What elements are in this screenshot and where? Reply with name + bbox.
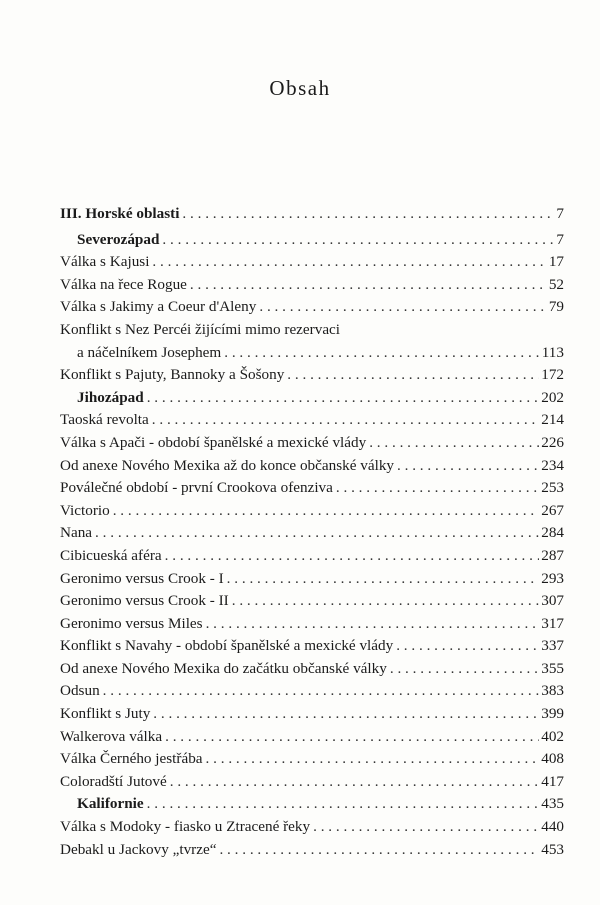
toc-entry-title: Severozápad	[77, 230, 160, 248]
toc-entry-page-number: 417	[541, 772, 564, 790]
toc-entry	[60, 342, 564, 365]
dot-leader	[224, 342, 540, 365]
toc-entry	[60, 274, 564, 297]
toc-entry-page-number: 172	[541, 366, 564, 384]
toc-entry-title: Kalifornie	[77, 795, 144, 813]
dot-leader	[170, 771, 539, 794]
dot-leader	[182, 203, 554, 226]
dot-leader	[396, 635, 539, 658]
dot-leader	[336, 477, 539, 500]
toc-entry-title: Konflikt s Juty	[60, 705, 151, 723]
toc-entry	[60, 251, 564, 274]
toc-entry	[60, 409, 564, 432]
toc-entry-title: Konflikt s Nez Percéi žijícími mimo rezervaci	[60, 320, 341, 338]
toc-entry	[60, 658, 564, 681]
toc-entry-title: Konflikt s Pajuty, Bannoky a Šošony	[60, 366, 285, 384]
toc-entry-title: Válka s Modoky - fiasko u Ztracené řeky	[60, 818, 311, 836]
dot-leader	[152, 251, 546, 274]
toc-entry	[60, 839, 564, 862]
dot-leader	[397, 455, 539, 478]
toc-entry	[60, 771, 564, 794]
toc-entry-title: Coloradští Jutové	[60, 772, 167, 790]
toc-entry-title: Válka s Jakimy a Coeur d'Aleny	[60, 298, 257, 316]
dot-leader	[219, 839, 539, 862]
toc-entry-page-number: 440	[541, 818, 564, 836]
toc-entry-page-number: 7	[556, 205, 564, 222]
dot-leader	[369, 432, 539, 455]
toc-entry-title: Válka s Kajusi	[60, 253, 150, 271]
toc-entry-page-number: 79	[548, 298, 564, 316]
toc-entry-page-number: 226	[541, 433, 564, 451]
toc-entry	[60, 726, 564, 749]
toc-entry-page-number: 317	[541, 614, 564, 632]
toc-entry-title: Válka s Apači - období španělské a mexické vlády	[60, 433, 367, 451]
toc-entry	[60, 432, 564, 455]
toc-entry-page-number: 399	[541, 705, 564, 723]
toc-entry-title: III. Horské oblasti	[60, 205, 180, 222]
table-of-contents	[60, 203, 564, 861]
toc-entry-title: Walkerova válka	[60, 727, 163, 745]
toc-entry-title: Poválečné období - první Crookova ofenziva	[60, 479, 333, 497]
toc-entry	[60, 364, 564, 387]
toc-entry-page-number: 337	[541, 637, 564, 655]
toc-entry-page-number: 52	[548, 275, 564, 293]
toc-entry-page-number: 402	[541, 727, 564, 745]
toc-entry	[60, 703, 564, 726]
toc-entry-title: Nana	[60, 524, 93, 542]
toc-entry	[60, 387, 564, 410]
toc-entry-page-number: 293	[541, 569, 564, 587]
toc-entry-page-number: 284	[541, 524, 564, 542]
toc-entry-page-number: 383	[541, 682, 564, 700]
toc-entry-page-number: 355	[541, 659, 564, 677]
toc-entry-page-number: 408	[541, 750, 564, 768]
toc-entry-title: Cibicueská aféra	[60, 546, 162, 564]
toc-entry-title: Od anexe Nového Mexika až do konce občanské války	[60, 456, 395, 474]
toc-entry	[60, 613, 564, 636]
toc-entry-title: Válka Černého jestřába	[60, 750, 203, 768]
toc-entry	[60, 229, 564, 252]
toc-entry-title: Victorio	[60, 501, 110, 519]
toc-entry-page-number: 7	[556, 230, 564, 248]
toc-entry-page-number: 202	[541, 388, 564, 406]
toc-entry	[60, 203, 564, 226]
toc-entry-title: a náčelníkem Josephem	[77, 343, 222, 361]
toc-entry-title: Válka na řece Rogue	[60, 275, 187, 293]
dot-leader	[153, 703, 539, 726]
toc-entry	[60, 296, 564, 319]
toc-entry-page-number: 267	[541, 501, 564, 519]
toc-entry	[60, 319, 564, 342]
toc-entry-page-number: 214	[541, 411, 564, 429]
dot-leader	[165, 726, 539, 749]
toc-entry-title: Geronimo versus Crook - II	[60, 592, 229, 610]
dot-leader	[287, 364, 539, 387]
toc-entry	[60, 522, 564, 545]
dot-leader	[165, 545, 540, 568]
toc-entry-page-number: 287	[541, 546, 564, 564]
toc-entry-page-number: 17	[548, 253, 564, 271]
dot-leader	[206, 748, 540, 771]
toc-entry	[60, 500, 564, 523]
toc-entry	[60, 590, 564, 613]
toc-entry	[60, 816, 564, 839]
page-title: Obsah	[269, 76, 331, 101]
dot-leader	[147, 793, 540, 816]
toc-entry	[60, 680, 564, 703]
toc-entry	[60, 545, 564, 568]
toc-entry	[60, 477, 564, 500]
toc-entry-title: Od anexe Nového Mexika do začátku občanské války	[60, 659, 387, 677]
dot-leader	[259, 296, 546, 319]
dot-leader	[147, 387, 540, 410]
toc-entry-page-number: 253	[541, 479, 564, 497]
toc-entry-title: Konflikt s Navahy - období španělské a mexické vlády	[60, 637, 394, 655]
toc-entry-title: Jihozápad	[77, 388, 144, 406]
dot-leader	[313, 816, 539, 839]
toc-entry-page-number: 234	[541, 456, 564, 474]
toc-entry-title: Debakl u Jackovy „tvrze“	[60, 840, 217, 858]
dot-leader	[390, 658, 539, 681]
dot-leader	[162, 229, 554, 252]
toc-entry	[60, 568, 564, 591]
toc-entry-page-number: 435	[541, 795, 564, 813]
dot-leader	[103, 680, 540, 703]
toc-entry-page-number: 307	[541, 592, 564, 610]
toc-entry	[60, 635, 564, 658]
dot-leader	[232, 590, 540, 613]
dot-leader	[190, 274, 547, 297]
dot-leader	[95, 522, 539, 545]
dot-leader	[152, 409, 539, 432]
toc-entry	[60, 793, 564, 816]
toc-entry-page-number: 453	[541, 840, 564, 858]
toc-entry-title: Geronimo versus Miles	[60, 614, 203, 632]
toc-entry-page-number: 113	[541, 343, 564, 361]
toc-entry	[60, 748, 564, 771]
dot-leader	[227, 568, 540, 591]
dot-leader	[113, 500, 540, 523]
toc-entry-title: Odsun	[60, 682, 100, 700]
toc-entry-title: Geronimo versus Crook - I	[60, 569, 224, 587]
toc-entry	[60, 455, 564, 478]
toc-entry-title: Taoská revolta	[60, 411, 149, 429]
dot-leader	[206, 613, 540, 636]
